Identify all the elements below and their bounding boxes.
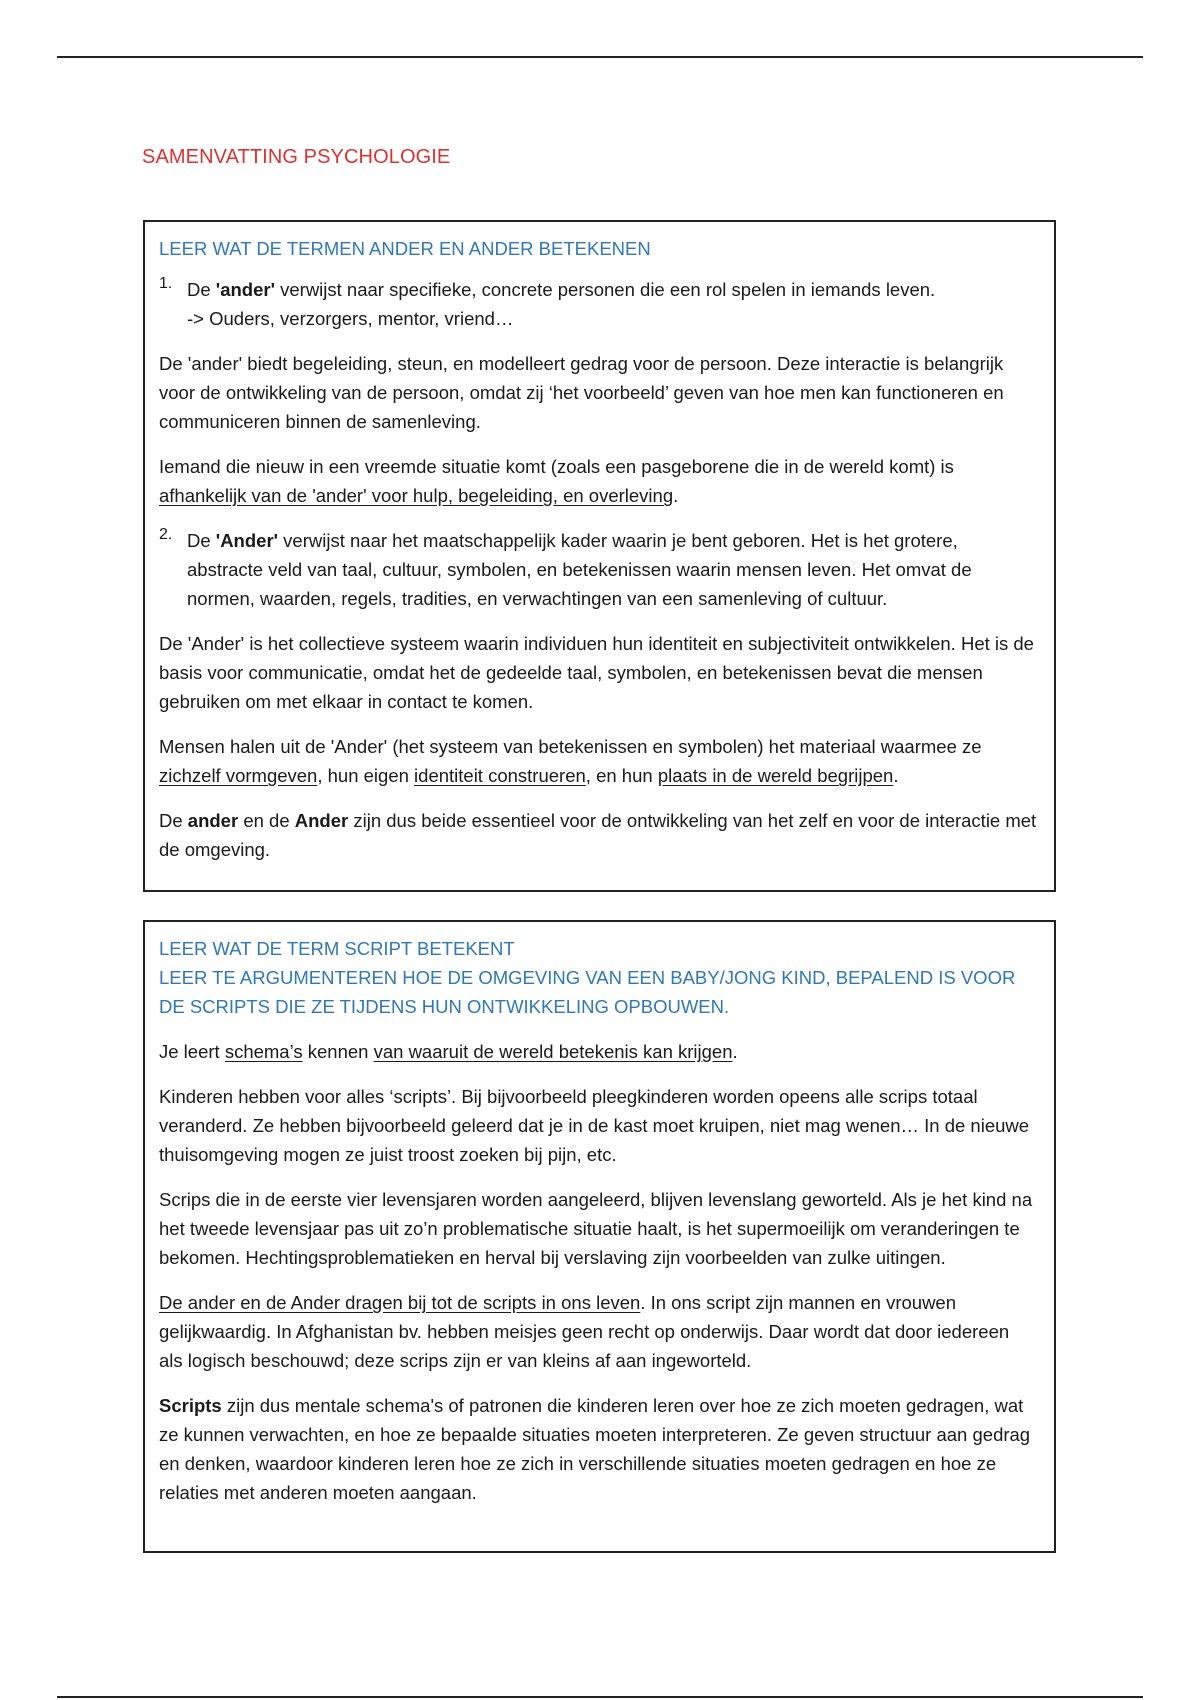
bold-term: Ander <box>294 810 349 831</box>
text-run: De <box>159 810 188 831</box>
bold-term: Scripts <box>159 1395 222 1416</box>
section-script <box>143 920 1056 1553</box>
text-run: Mensen halen uit de 'Ander' (het systeem van betekenissen en symbolen) het materiaal waarmee ze <box>159 736 982 757</box>
text-run: De <box>187 279 216 300</box>
paragraph <box>159 452 1037 510</box>
numbered-item-1 <box>159 275 1037 333</box>
paragraph: Scrips die in de eerste vier levensjaren worden aangeleerd, blijven levenslang geworteld. Als je het kind na het tweede levensjaar pas uit zo’n problematische situatie haalt, is het supermoeilijk om veranderingen te bekomen. Hechtingsproblematieken en herval bij verslaving zijn voorbeelden van zulke uitingen. <box>159 1189 1033 1268</box>
item-text <box>187 526 1037 613</box>
text-run: . <box>732 1041 738 1062</box>
underlined-text: De ander en de Ander dragen bij tot de scripts in ons leven <box>159 1292 641 1313</box>
document-title: SAMENVATTING PSYCHOLOGIE <box>142 146 451 168</box>
paragraph: De 'ander' biedt begeleiding, steun, en modelleert gedrag voor de persoon. Deze interactie is belangrijk voor de ontwikkeling van de persoon, omdat zij ‘het voorbeeld’ geven van hoe men kan functioneren en communiceren binnen de samenleving. <box>159 353 1004 432</box>
item-number: 1. <box>159 275 173 292</box>
paragraph <box>159 1037 1037 1066</box>
paragraph <box>159 1391 1037 1507</box>
text-run: . <box>893 765 899 786</box>
section-heading: LEER WAT DE TERM SCRIPT BETEKENT <box>159 938 515 959</box>
numbered-item-2 <box>159 526 1037 613</box>
underlined-text: van waaruit de wereld betekenis kan krijgen <box>373 1041 733 1062</box>
examples-line: -> Ouders, verzorgers, mentor, vriend… <box>187 308 514 329</box>
text-run: De <box>187 530 216 551</box>
paragraph <box>159 1288 1037 1375</box>
underlined-text: identiteit construeren <box>414 765 586 786</box>
bottom-rule <box>57 1696 1143 1698</box>
text-run: . <box>673 485 679 506</box>
underlined-text: plaats in de wereld begrijpen <box>657 765 894 786</box>
paragraph: De 'Ander' is het collectieve systeem waarin individuen hun identiteit en subjectiviteit ontwikkelen. Het is de basis voor communicatie, omdat het de gedeelde taal, symbolen, en betekenissen bevat die mensen gebruiken om met elkaar in contact te komen. <box>159 633 1034 712</box>
text-run: verwijst naar specifieke, concrete personen die een rol spelen in iemands leven. <box>274 279 936 300</box>
bold-term: 'Ander' <box>215 530 279 551</box>
underlined-text: schema’s <box>224 1041 303 1062</box>
paragraph: Kinderen hebben voor alles ‘scripts’. Bij bijvoorbeeld pleegkinderen worden opeens alle scrips totaal veranderd. Ze hebben bijvoorbeeld geleerd dat je in de kast moet kruipen, niet mag wenen… In de nieuwe thuisomgeving mogen ze juist troost zoeken bij pijn, etc. <box>159 1086 1030 1165</box>
paragraph <box>159 732 1037 790</box>
text-run: Je leert <box>159 1041 225 1062</box>
section-heading: LEER WAT DE TERMEN ANDER EN ANDER BETEKENEN <box>159 238 651 259</box>
bold-term: ander <box>187 810 239 831</box>
underlined-text: zichzelf vormgeven <box>159 765 318 786</box>
underlined-text: afhankelijk van de 'ander' voor hulp, begeleiding, en overleving <box>159 485 674 506</box>
top-rule <box>57 56 1143 58</box>
text-run: Iemand die nieuw in een vreemde situatie komt (zoals een pasgeborene die in de wereld komt) is <box>159 456 954 477</box>
item-text <box>187 275 1037 333</box>
text-run: zijn dus beide essentieel voor de ontwikkeling van het zelf en voor de interactie met de omgeving. <box>159 810 1037 860</box>
section-subheading: LEER TE ARGUMENTEREN HOE DE OMGEVING VAN EEN BABY/JONG KIND, BEPALEND IS VOOR DE SCRIPTS DIE ZE TIJDENS HUN ONTWIKKELING OPBOUWEN. <box>159 967 1016 1017</box>
paragraph <box>159 806 1037 864</box>
text-run: verwijst naar het maatschappelijk kader waarin je bent geboren. Het is het grotere, abstracte veld van taal, cultuur, symbolen, en betekenissen waarin mensen leven. Het omvat de normen, waarden, regels, tradities, en verwachtingen van een samenleving of cultuur. <box>187 530 972 609</box>
text-run: . In ons script zijn mannen en vrouwen gelijkwaardig. In Afghanistan bv. hebben meisjes geen recht op onderwijs. Daar wordt dat door iedereen als logisch beschouwd; deze scrips zijn er van kleins af aan ingeworteld. <box>159 1292 1010 1371</box>
bold-term: 'ander' <box>215 279 275 300</box>
item-number: 2. <box>159 526 173 543</box>
section-ander <box>143 220 1056 892</box>
text-run: kennen <box>302 1041 374 1062</box>
text-run: , en hun <box>585 765 658 786</box>
text-run: , hun eigen <box>317 765 415 786</box>
text-run: en de <box>238 810 295 831</box>
text-run: zijn dus mentale schema's of patronen die kinderen leren over hoe ze zich moeten gedragen, wat ze kunnen verwachten, en hoe ze bepaalde situaties moeten interpreteren. Ze geven structuur aan gedrag en denken, waardoor kinderen leren hoe ze zich in verschillende situaties moeten gedragen en hoe ze relaties met anderen moeten aangaan. <box>159 1395 1031 1503</box>
